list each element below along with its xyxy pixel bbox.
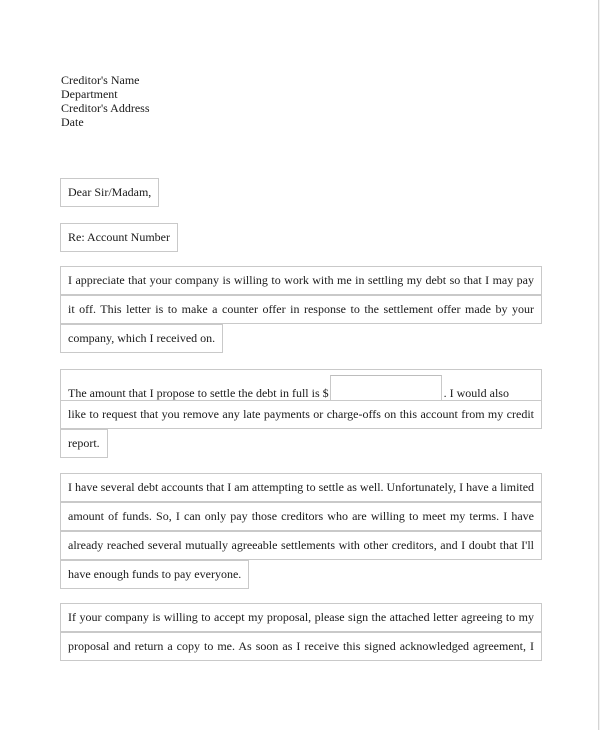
paragraph-1-line-3[interactable]: company, which I received on. bbox=[60, 324, 223, 353]
paragraph-4-line-1[interactable]: If your company is willing to accept my proposal, please sign the attached letter agreeing to my bbox=[60, 603, 542, 632]
paragraph-3-line-1[interactable]: I have several debt accounts that I am attempting to settle as well. Unfortunately, I have a limited bbox=[60, 473, 542, 502]
department-field[interactable]: Department bbox=[61, 87, 118, 101]
paragraph-2-line-1-after: . I would also bbox=[443, 386, 509, 400]
creditor-name-field[interactable]: Creditor's Name bbox=[61, 73, 140, 87]
letter-header bbox=[61, 73, 150, 129]
paragraph-3-line-4[interactable]: have enough funds to pay everyone. bbox=[60, 560, 249, 589]
paragraph-2-line-1-before: The amount that I propose to settle the debt in full is $ bbox=[68, 386, 329, 400]
paragraph-4-line-2[interactable]: proposal and return a copy to me. As soon as I receive this signed acknowledged agreement, I bbox=[60, 632, 542, 661]
paragraph-1-line-1[interactable]: I appreciate that your company is willing to work with me in settling my debt so that I may pay bbox=[60, 266, 542, 295]
paragraph-2-line-1[interactable] bbox=[60, 369, 542, 401]
paragraph-3-line-3[interactable]: already reached several mutually agreeable settlements with other creditors, and I doubt that I'll bbox=[60, 531, 542, 560]
creditor-address-field[interactable]: Creditor's Address bbox=[61, 101, 150, 115]
date-field[interactable]: Date bbox=[61, 115, 84, 129]
paragraph-2-line-2[interactable]: like to request that you remove any late payments or charge-offs on this account from my credit bbox=[60, 400, 542, 429]
paragraph-2-line-3[interactable]: report. bbox=[60, 429, 108, 458]
subject-field[interactable]: Re: Account Number bbox=[60, 223, 178, 252]
paragraph-1-line-2[interactable]: it off. This letter is to make a counter offer in response to the settlement offer made by your bbox=[60, 295, 542, 324]
settlement-amount-blank[interactable] bbox=[330, 375, 442, 401]
salutation-field[interactable]: Dear Sir/Madam, bbox=[60, 178, 159, 207]
paragraph-3-line-2[interactable]: amount of funds. So, I can only pay those creditors who are willing to meet my terms. I have bbox=[60, 502, 542, 531]
